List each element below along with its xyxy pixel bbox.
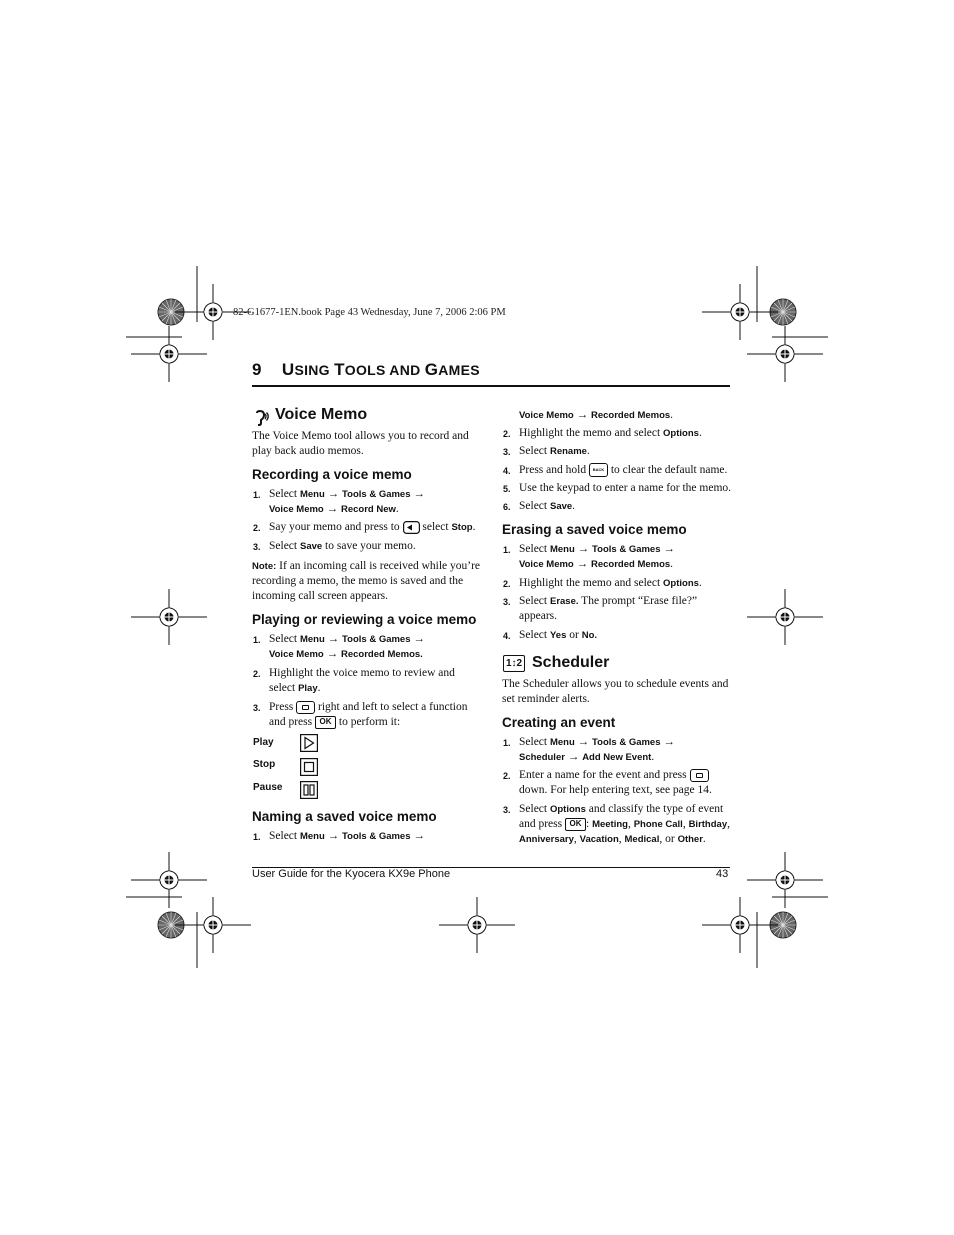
erasing-step-1: Select Menu → Tools & Games → Voice Memo → Recorded Memos. [519, 543, 675, 570]
recording-note: Note: If an incoming call is received while you’re recording a memo, the memo is saved and the incoming call screen appears. [252, 560, 481, 602]
naming-step-1: Select Menu → Tools & Games → [269, 830, 425, 842]
chapter-number: 9 [252, 360, 262, 379]
creating-heading: Creating an event [502, 715, 616, 730]
playing-heading: Playing or reviewing a voice memo [252, 612, 477, 627]
naming-step-3: Select Rename. [519, 445, 590, 457]
creating-step-1: Select Menu → Tools & Games → Scheduler → Add New Event. [519, 736, 675, 763]
voice-memo-heading: Voice Memo [275, 406, 368, 423]
ok-key-icon: OK [565, 818, 586, 831]
footer-title: User Guide for the Kyocera KX9e Phone [252, 868, 451, 880]
scheduler-heading: Scheduler [532, 654, 610, 671]
function-play-label: Play [253, 737, 274, 748]
recording-step-3: Select Save to save your memo. [269, 540, 416, 552]
scheduler-intro: The Scheduler allows you to schedule events and set reminder alerts. [502, 678, 729, 705]
naming-step-6: Select Save. [519, 500, 576, 512]
erasing-step-4: Select Yes or No. [519, 629, 598, 641]
function-pause-label: Pause [253, 782, 283, 793]
recording-heading: Recording a voice memo [252, 467, 412, 482]
voice-memo-icon [254, 410, 270, 426]
creating-step-3: Select Options and classify the type of event and press OK : Meeting, Phone Call, Birthday, Anniversary, Vacation, Medical, or Other. [519, 803, 730, 845]
naming-heading: Naming a saved voice memo [252, 809, 437, 824]
naming-step-4: Press and hold BACK to clear the default name. [519, 464, 728, 476]
function-stop-label: Stop [253, 759, 276, 770]
chapter-rule [252, 385, 730, 387]
back-key-icon: BACK [589, 463, 608, 477]
chapter-title: 9 USING TOOLS AND GAMES [252, 360, 480, 379]
naming-step-2: Highlight the memo and select Options. [519, 427, 702, 439]
file-header: 82-G1677-1EN.book Page 43 Wednesday, June 7, 2006 2:06 PM [233, 307, 506, 318]
voice-memo-intro: The Voice Memo tool allows you to record and play back audio memos. [252, 430, 469, 457]
nav-key-icon [296, 701, 315, 714]
recording-step-2: Say your memo and press to select Stop. [269, 521, 476, 533]
nav-key-icon [690, 769, 709, 782]
erasing-step-3: Select Erase. The prompt “Erase file?” appears. [519, 595, 698, 622]
ok-key-icon: OK [315, 716, 336, 729]
creating-step-2: Enter a name for the event and press down. For help entering text, see page 14. [519, 769, 712, 796]
naming-step-1-cont: Voice Memo → Recorded Memos. [519, 409, 674, 421]
page-number: 43 [716, 868, 729, 880]
naming-step-5: Use the keypad to enter a name for the memo. [519, 482, 732, 494]
playing-step-1: Select Menu → Tools & Games → Voice Memo → Recorded Memos. [269, 633, 425, 660]
recording-step-1: Select Menu → Tools & Games → Voice Memo → Record New. [269, 488, 425, 515]
erasing-heading: Erasing a saved voice memo [502, 522, 687, 537]
play-icon [300, 734, 318, 752]
stop-icon [300, 758, 318, 776]
pause-icon [300, 781, 318, 799]
left-softkey-icon [403, 521, 420, 534]
playing-step-2: Highlight the voice memo to review and select Play. [269, 667, 455, 694]
playing-step-3: Press right and left to select a function and press OK to perform it: [269, 701, 468, 728]
erasing-step-2: Highlight the memo and select Options. [519, 577, 702, 589]
scheduler-icon: 1↕2 [503, 655, 525, 672]
